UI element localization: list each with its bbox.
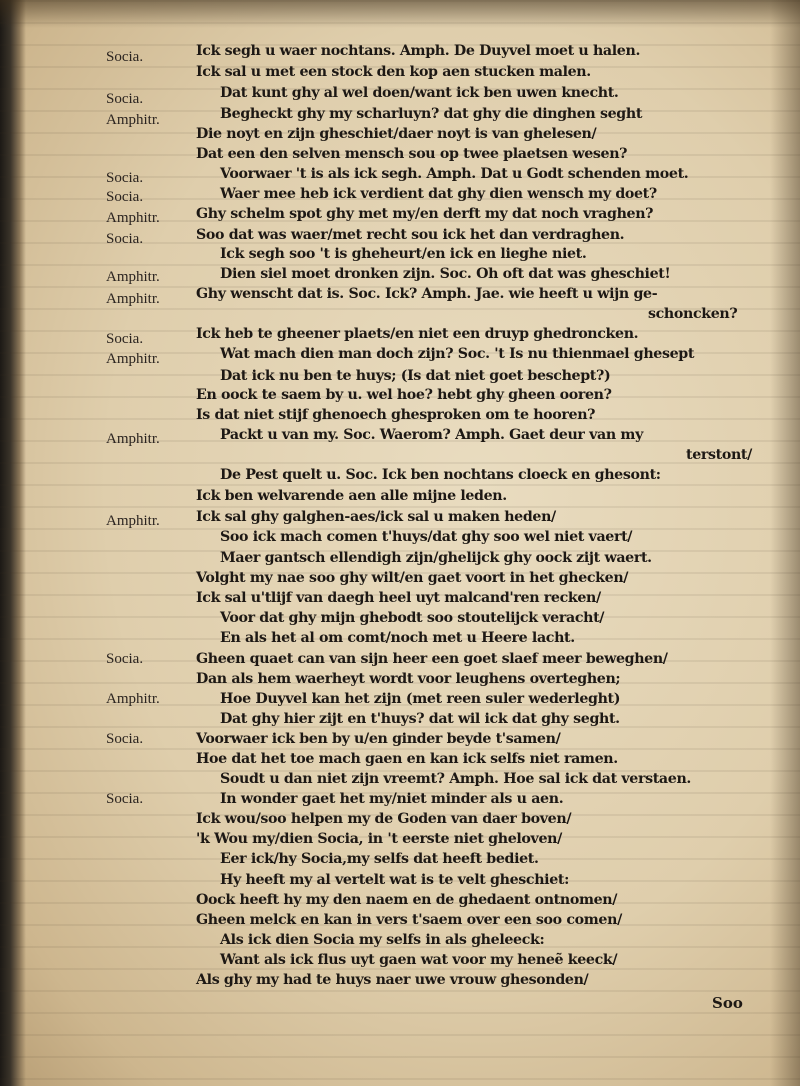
verse-line: Voorwaer ick ben by u/en ginder beyde t'samen/ xyxy=(196,731,561,747)
verse-line: Dat een den selven mensch sou op twee plaetsen wesen? xyxy=(196,146,628,162)
verse-line: Gheen melck en kan in vers t'saem over een soo comen/ xyxy=(196,912,622,928)
verse-line: Soo ick mach comen t'huys/dat ghy soo wel niet vaert/ xyxy=(220,529,633,545)
verse-line: Hy heeft my al vertelt wat is te velt gheschiet: xyxy=(220,872,569,888)
verse-line: Ick sal ghy galghen-aes/ick sal u maken heden/ xyxy=(196,509,556,525)
verse-line: Die noyt en zijn gheschiet/daer noyt is van ghelesen/ xyxy=(196,126,597,142)
speaker-label: Socia. xyxy=(106,49,144,65)
verse-line: En oock te saem by u. wel hoe? hebt ghy gheen ooren? xyxy=(196,387,612,403)
catchword: Soo xyxy=(712,994,743,1012)
verse-line: Packt u van my. Soc. Waerom? Amph. Gaet deur van my xyxy=(220,427,643,443)
speaker-label: Amphitr. xyxy=(106,691,160,707)
speaker-label: Socia. xyxy=(106,189,144,205)
verse-line: Ghy wenscht dat is. Soc. Ick? Amph. Jae. wie heeft u wijn ge- xyxy=(196,286,658,302)
verse-line: Ick segh soo 't is gheheurt/en ick en lieghe niet. xyxy=(220,246,587,262)
verse-line: Hoe dat het toe mach gaen en kan ick selfs niet ramen. xyxy=(196,751,618,767)
verse-line: Voorwaer 't is als ick segh. Amph. Dat u Godt schenden moet. xyxy=(220,166,689,182)
verse-line: Gheen quaet can van sijn heer een goet slaef meer beweghen/ xyxy=(196,651,668,667)
verse-line: Wat mach dien man doch zijn? Soc. 't Is nu thienmael ghesept xyxy=(220,346,695,362)
page-top-shadow xyxy=(0,0,800,28)
verse-line: Is dat niet stijf ghenoech ghesproken om te hooren? xyxy=(196,407,596,423)
speaker-label: Amphitr. xyxy=(106,112,160,128)
verse-line: Ick sal u met een stock den kop aen stucken malen. xyxy=(196,64,591,80)
speaker-label: Socia. xyxy=(106,791,144,807)
speaker-label: Socia. xyxy=(106,651,144,667)
verse-line: Soudt u dan niet zijn vreemt? Amph. Hoe sal ick dat verstaen. xyxy=(220,771,691,787)
speaker-label: Socia. xyxy=(106,91,144,107)
speaker-label: Amphitr. xyxy=(106,513,160,529)
verse-line: Als ghy my had te huys naer uwe vrouw ghesonden/ xyxy=(196,972,589,988)
speaker-label: Amphitr. xyxy=(106,291,160,307)
verse-line: Dien siel moet dronken zijn. Soc. Oh oft dat was gheschiet! xyxy=(220,266,671,282)
verse-line: Ick sal u'tlijf van daegh heel uyt malcand'ren recken/ xyxy=(196,590,601,606)
verse-line: Ick ben welvarende aen alle mijne leden. xyxy=(196,488,507,504)
verse-line: In wonder gaet het my/niet minder als u aen. xyxy=(220,791,564,807)
verse-line: Ick segh u waer nochtans. Amph. De Duyvel moet u halen. xyxy=(196,43,641,59)
verse-line: Ghy schelm spot ghy met my/en derft my dat noch vraghen? xyxy=(196,206,654,222)
verse-line: Ick heb te gheener plaets/en niet een druyp ghedroncken. xyxy=(196,326,639,342)
speaker-label: Amphitr. xyxy=(106,351,160,367)
speaker-label: Socia. xyxy=(106,231,144,247)
verse-line: Soo dat was waer/met recht sou ick het dan verdraghen. xyxy=(196,227,625,243)
verse-line: Begheckt ghy my scharluyn? dat ghy die dinghen seght xyxy=(220,106,643,122)
verse-line: Dan als hem waerheyt wordt voor leughens overteghen; xyxy=(196,671,621,687)
verse-line: Ick wou/soo helpen my de Goden van daer boven/ xyxy=(196,811,572,827)
verse-line: Volght my nae soo ghy wilt/en gaet voort in het ghecken/ xyxy=(196,570,629,586)
verse-line: Voor dat ghy mijn ghebodt soo stoutelijck veracht/ xyxy=(220,610,605,626)
verse-line: Waer mee heb ick verdient dat ghy dien wensch my doet? xyxy=(220,186,657,202)
verse-line: Als ick dien Socia my selfs in als gheleeck: xyxy=(220,932,545,948)
speaker-label: Amphitr. xyxy=(106,269,160,285)
verse-line: Want als ick flus uyt gaen wat voor my heneẽ keeck/ xyxy=(220,952,618,968)
verse-line: schoncken? xyxy=(648,306,738,322)
verse-line: Eer ick/hy Socia,my selfs dat heeft bediet. xyxy=(220,851,539,867)
verse-line: Dat ghy hier zijt en t'huys? dat wil ick dat ghy seght. xyxy=(220,711,620,727)
speaker-label: Socia. xyxy=(106,731,144,747)
speaker-label: Socia. xyxy=(106,331,144,347)
verse-line: Dat ick nu ben te huys; (Is dat niet goet beschept?) xyxy=(220,368,611,384)
verse-line: En als het al om comt/noch met u Heere lacht. xyxy=(220,630,575,646)
verse-line: Maer gantsch ellendigh zijn/ghelijck ghy oock zijt waert. xyxy=(220,550,652,566)
verse-line: De Pest quelt u. Soc. Ick ben nochtans cloeck en ghesont: xyxy=(220,467,661,483)
speaker-label: Amphitr. xyxy=(106,431,160,447)
speaker-label: Amphitr. xyxy=(106,210,160,226)
verse-line: terstont/ xyxy=(686,447,752,463)
verse-line: Dat kunt ghy al wel doen/want ick ben uwen knecht. xyxy=(220,85,619,101)
verse-line: 'k Wou my/dien Socia, in 't eerste niet gheloven/ xyxy=(196,831,562,847)
verse-line: Hoe Duyvel kan het zijn (met reen suler wederleght) xyxy=(220,691,621,707)
verse-line: Oock heeft hy my den naem en de ghedaent ontnomen/ xyxy=(196,892,618,908)
speaker-label: Socia. xyxy=(106,170,144,186)
